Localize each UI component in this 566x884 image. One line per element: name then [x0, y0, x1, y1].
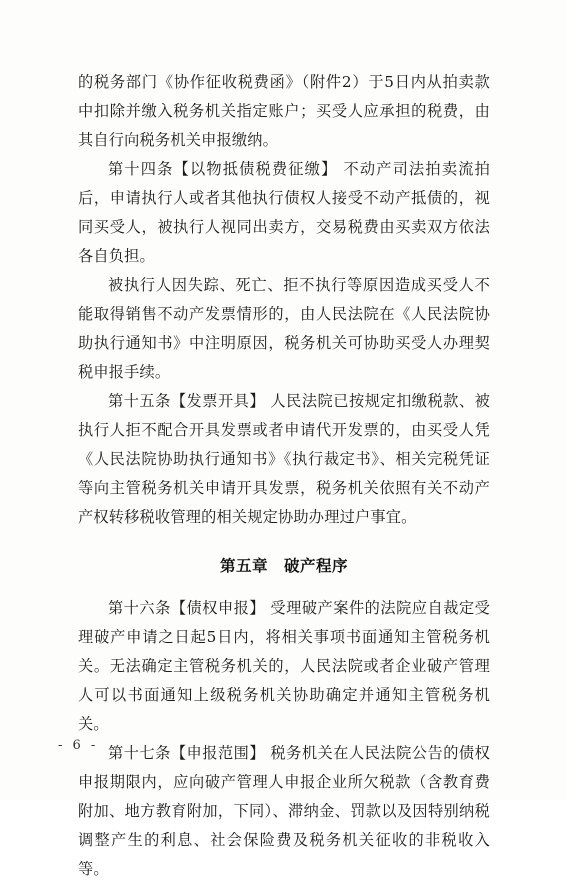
paragraph-article-17: 第十七条【申报范围】 税务机关在人民法院公告的债权申报期限内，应向破产管理人申报企业所欠税款（含教育费附加、地方教育附加，下同）、滞纳金、罚款以及因特别纳税调整产生的利息、社会保险费及税务机关征收的非税收入等。	[78, 744, 490, 878]
page-number: - 6 -	[58, 738, 99, 753]
page-content	[78, 68, 490, 884]
paragraph-article-16: 第十六条【债权申报】 受理破产案件的法院应自裁定受理破产申请之日起5日内，将相关事项书面通知主管税务机关。无法确定主管税务机关的，人民法院或者企业破产管理人可以书面通知上级税务机关协助确定并通知主管税务机关。	[78, 599, 490, 733]
paragraph-tax-payment-continuation: 的税务部门《协作征收税费函》（附件2）于5日内从拍卖款中扣除并缴入税务机关指定账户；买受人应承担的税费，由其自行向税务机关申报缴纳。	[78, 73, 490, 149]
paragraph-article-14: 第十四条【以物抵债税费征缴】 不动产司法拍卖流拍后，申请执行人或者其他执行债权人接受不动产抵债的，视同买受人，被执行人视同出卖方，交易税费由买卖双方依法各自负担。	[78, 160, 490, 265]
chapter-heading: 第五章 破产程序	[219, 557, 348, 575]
paragraph-invoice-unavailable: 被执行人因失踪、死亡、拒不执行等原因造成买受人不能取得销售不动产发票情形的，由人民法院在《人民法院协助执行通知书》中注明原因，税务机关可协助买受人办理契税申报手续。	[78, 276, 490, 381]
paragraph-article-15: 第十五条【发票开具】 人民法院已按规定扣缴税款、被执行人拒不配合开具发票或者申请代开发票的，由买受人凭《人民法院协助执行通知书》《执行裁定书》、相关完税凭证等向主管税务机关申请开具发票，税务机关依照有关不动产产权转移税收管理的相关规定协助办理过户事宜。	[78, 392, 490, 526]
chapter-heading-wrap	[78, 554, 490, 576]
